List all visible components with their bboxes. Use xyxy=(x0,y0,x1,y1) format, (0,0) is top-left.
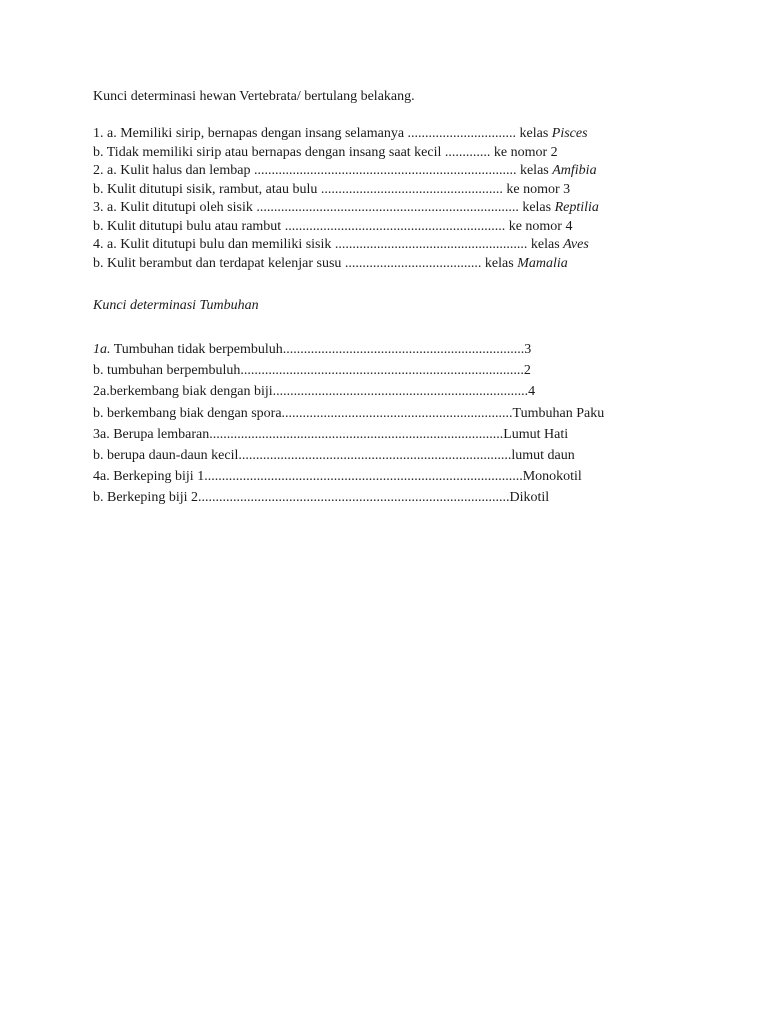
vertebrate-key-list xyxy=(93,125,599,273)
line-text: Tumbuhan tidak berpembuluh.....................................................................3 xyxy=(110,342,532,357)
vertebrate-key-line xyxy=(93,125,599,144)
vertebrate-key-title: Kunci determinasi hewan Vertebrata/ bertulang belakang. xyxy=(93,89,415,104)
plant-key-title: Kunci determinasi Tumbuhan xyxy=(93,298,259,313)
vertebrate-key-line xyxy=(93,144,599,163)
line-text: b. Kulit ditutupi bulu atau rambut ............................................................... ke nomor 4 xyxy=(93,218,573,234)
line-text: b. tumbuhan berpembuluh.................................................................................2 xyxy=(93,363,531,379)
plant-key-list xyxy=(93,339,604,509)
plant-key-line xyxy=(93,360,604,381)
class-term: Mamalia xyxy=(517,255,568,271)
line-text: 3. a. Kulit ditutupi oleh sisik ........................................................................... kelas xyxy=(93,200,555,215)
vertebrate-key-line xyxy=(93,255,599,274)
line-text: b. Kulit berambut dan terdapat kelenjar susu ....................................... kelas xyxy=(93,255,518,271)
vertebrate-key-line xyxy=(93,236,599,255)
class-term: Amfibia xyxy=(552,163,597,178)
line-text: 3a. Berupa lembaran....................................................................................Lumut Hati xyxy=(93,426,569,442)
plant-key-line xyxy=(93,403,604,424)
vertebrate-key-line xyxy=(93,181,599,200)
plant-key-line xyxy=(93,381,604,402)
class-term: Reptilia xyxy=(554,200,599,215)
plant-key-line xyxy=(93,445,604,466)
plant-key-line xyxy=(93,466,604,487)
line-text: 1. a. Memiliki sirip, bernapas dengan insang selamanya ............................... kelas xyxy=(93,126,552,141)
class-term: Aves xyxy=(563,237,589,252)
line-text: b. berupa daun-daun kecil..............................................................................lumut daun xyxy=(93,447,575,463)
plant-key-line xyxy=(93,339,604,360)
line-text: b. Tidak memiliki sirip atau bernapas dengan insang saat kecil ............. ke nomor 2 xyxy=(93,144,558,160)
line-text: 2. a. Kulit halus dan lembap ........................................................................... kelas xyxy=(93,163,553,178)
line-text: 4. a. Kulit ditutupi bulu dan memiliki sisik ....................................................... kelas xyxy=(93,237,564,252)
vertebrate-key-line xyxy=(93,162,599,181)
line-text: 4a. Berkeping biji 1...........................................................................................Monokotil xyxy=(93,469,582,485)
vertebrate-key-line xyxy=(93,218,599,237)
class-term: Pisces xyxy=(551,126,588,141)
line-prefix: 1a. xyxy=(93,342,111,357)
line-text: b. Kulit ditutupi sisik, rambut, atau bulu .................................................... ke nomor 3 xyxy=(93,181,571,197)
plant-key-line xyxy=(93,487,604,508)
line-text: 2a.berkembang biak dengan biji.........................................................................4 xyxy=(93,384,536,400)
line-text: b. Berkeping biji 2.........................................................................................Dikotil xyxy=(93,490,550,506)
vertebrate-key-line xyxy=(93,199,599,218)
plant-key-line xyxy=(93,424,604,445)
line-text: b. berkembang biak dengan spora..................................................................Tumbuhan Paku xyxy=(93,405,605,421)
